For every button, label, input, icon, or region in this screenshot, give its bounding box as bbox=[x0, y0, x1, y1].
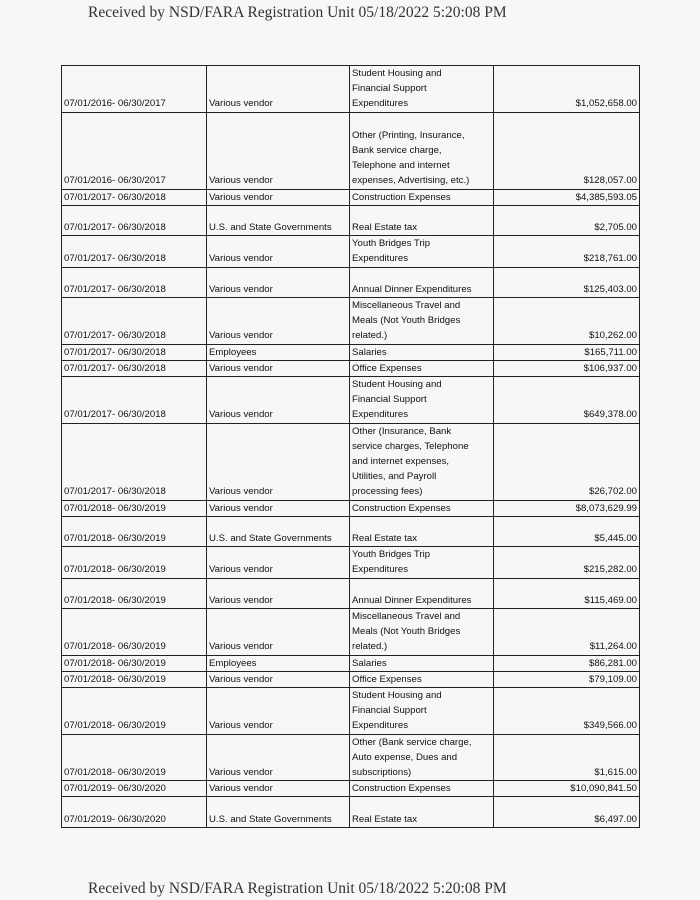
period-cell: 07/01/2019- 06/30/2020 bbox=[62, 797, 207, 827]
table-row bbox=[62, 655, 640, 671]
description-cell bbox=[350, 66, 494, 113]
payee-cell: Employees bbox=[207, 344, 350, 360]
amount-cell: $5,445.00 bbox=[494, 516, 640, 546]
payee-cell: Various vendor bbox=[207, 236, 350, 267]
amount-cell: $349,566.00 bbox=[494, 688, 640, 735]
period-cell: 07/01/2018- 06/30/2019 bbox=[62, 734, 207, 781]
description-line: Construction Expenses bbox=[352, 502, 451, 514]
period-cell: 07/01/2018- 06/30/2019 bbox=[62, 578, 207, 608]
description-line: related.) bbox=[352, 641, 388, 653]
payee-cell: Employees bbox=[207, 655, 350, 671]
description-line: Annual Dinner Expenditures bbox=[352, 283, 472, 295]
period-cell: 07/01/2017- 06/30/2018 bbox=[62, 205, 207, 235]
description-cell bbox=[350, 688, 494, 735]
table-row bbox=[62, 189, 640, 205]
description-line: Salaries bbox=[352, 657, 387, 669]
description-line: Expenditures bbox=[352, 409, 408, 421]
description-cell bbox=[350, 797, 494, 827]
description-line: related.) bbox=[352, 330, 388, 342]
payee-cell: Various vendor bbox=[207, 688, 350, 735]
description-line bbox=[352, 113, 491, 128]
table-row bbox=[62, 516, 640, 546]
table-row bbox=[62, 609, 640, 656]
table-row bbox=[62, 423, 640, 500]
description-line: subscriptions) bbox=[352, 767, 412, 779]
description-line: Miscellaneous Travel and bbox=[352, 300, 461, 311]
description-line: Youth Bridges Trip bbox=[352, 238, 431, 250]
amount-cell: $125,403.00 bbox=[494, 267, 640, 297]
description-line: Other (Printing, Insurance, bbox=[352, 129, 465, 141]
table-row bbox=[62, 205, 640, 235]
description-line: Salaries bbox=[352, 346, 387, 358]
description-line: Office Expenses bbox=[352, 362, 422, 374]
payee-cell: U.S. and State Governments bbox=[207, 797, 350, 827]
payee-cell: Various vendor bbox=[207, 609, 350, 656]
payee-cell: Various vendor bbox=[207, 423, 350, 500]
payee-cell: Various vendor bbox=[207, 547, 350, 578]
description-line: Utilities, and Payroll bbox=[352, 471, 437, 483]
description-cell bbox=[350, 655, 494, 671]
period-cell: 07/01/2019- 06/30/2020 bbox=[62, 781, 207, 797]
description-cell bbox=[350, 500, 494, 516]
description-line: Student Housing and bbox=[352, 379, 442, 391]
period-cell: 07/01/2018- 06/30/2019 bbox=[62, 516, 207, 546]
period-cell: 07/01/2018- 06/30/2019 bbox=[62, 671, 207, 687]
period-cell: 07/01/2017- 06/30/2018 bbox=[62, 189, 207, 205]
description-cell bbox=[350, 423, 494, 500]
table-row bbox=[62, 578, 640, 608]
description-line: Other (Insurance, Bank bbox=[352, 425, 452, 437]
description-cell bbox=[350, 344, 494, 360]
description-line: Telephone and internet bbox=[352, 160, 450, 172]
period-cell: 07/01/2018- 06/30/2019 bbox=[62, 547, 207, 578]
amount-cell: $6,497.00 bbox=[494, 797, 640, 827]
description-cell bbox=[350, 734, 494, 781]
amount-cell: $26,702.00 bbox=[494, 423, 640, 500]
description-cell bbox=[350, 298, 494, 345]
description-line: Expenditures bbox=[352, 253, 408, 265]
description-cell bbox=[350, 671, 494, 687]
table-row bbox=[62, 797, 640, 827]
description-cell bbox=[350, 360, 494, 376]
amount-cell: $10,090,841.50 bbox=[494, 781, 640, 797]
amount-cell: $79,109.00 bbox=[494, 671, 640, 687]
table-row bbox=[62, 236, 640, 267]
amount-cell: $128,057.00 bbox=[494, 112, 640, 189]
payee-cell: Various vendor bbox=[207, 500, 350, 516]
period-cell: 07/01/2016- 06/30/2017 bbox=[62, 112, 207, 189]
period-cell: 07/01/2017- 06/30/2018 bbox=[62, 423, 207, 500]
payee-cell: Various vendor bbox=[207, 781, 350, 797]
amount-cell: $1,615.00 bbox=[494, 734, 640, 781]
period-cell: 07/01/2018- 06/30/2019 bbox=[62, 655, 207, 671]
amount-cell: $2,705.00 bbox=[494, 205, 640, 235]
description-cell bbox=[350, 112, 494, 189]
payee-cell: Various vendor bbox=[207, 298, 350, 345]
description-line: Real Estate tax bbox=[352, 813, 418, 825]
description-line: Real Estate tax bbox=[352, 533, 418, 545]
period-cell: 07/01/2018- 06/30/2019 bbox=[62, 609, 207, 656]
description-line: Bank service charge, bbox=[352, 145, 442, 156]
description-cell bbox=[350, 189, 494, 205]
amount-cell: $115,469.00 bbox=[494, 578, 640, 608]
amount-cell: $4,385,593.05 bbox=[494, 189, 640, 205]
received-stamp-bottom: Received by NSD/FARA Registration Unit 05/18/2022 5:20:08 PM bbox=[88, 880, 507, 897]
description-cell bbox=[350, 578, 494, 608]
payee-cell: U.S. and State Governments bbox=[207, 205, 350, 235]
payee-cell: Various vendor bbox=[207, 189, 350, 205]
description-line: Meals (Not Youth Bridges bbox=[352, 626, 461, 638]
payee-cell: Various vendor bbox=[207, 112, 350, 189]
payee-cell: Various vendor bbox=[207, 267, 350, 297]
period-cell: 07/01/2017- 06/30/2018 bbox=[62, 298, 207, 345]
description-line: Real Estate tax bbox=[352, 222, 418, 233]
expenditure-table bbox=[61, 65, 640, 828]
table-row bbox=[62, 298, 640, 345]
table-row bbox=[62, 344, 640, 360]
payee-cell: Various vendor bbox=[207, 734, 350, 781]
amount-cell: $215,282.00 bbox=[494, 547, 640, 578]
description-line: Annual Dinner Expenditures bbox=[352, 594, 472, 606]
table-row bbox=[62, 66, 640, 113]
amount-cell: $106,937.00 bbox=[494, 360, 640, 376]
period-cell: 07/01/2017- 06/30/2018 bbox=[62, 344, 207, 360]
received-stamp-top: Received by NSD/FARA Registration Unit 05/18/2022 5:20:08 PM bbox=[88, 4, 507, 21]
table-row bbox=[62, 781, 640, 797]
description-line: Construction Expenses bbox=[352, 783, 451, 795]
description-cell bbox=[350, 205, 494, 235]
payee-cell: U.S. and State Governments bbox=[207, 516, 350, 546]
amount-cell: $11,264.00 bbox=[494, 609, 640, 656]
description-line: processing fees) bbox=[352, 486, 423, 498]
description-line: Office Expenses bbox=[352, 673, 422, 685]
description-line: and internet expenses, bbox=[352, 456, 450, 468]
payee-cell: Various vendor bbox=[207, 671, 350, 687]
payee-cell: Various vendor bbox=[207, 578, 350, 608]
table-row bbox=[62, 267, 640, 297]
description-line: Other (Bank service charge, bbox=[352, 736, 472, 748]
description-line: Auto expense, Dues and bbox=[352, 751, 458, 763]
period-cell: 07/01/2017- 06/30/2018 bbox=[62, 377, 207, 424]
description-line: Financial Support bbox=[352, 83, 427, 95]
amount-cell: $165,711.00 bbox=[494, 344, 640, 360]
description-cell bbox=[350, 781, 494, 797]
table-row bbox=[62, 671, 640, 687]
description-line: Expenditures bbox=[352, 564, 408, 576]
amount-cell: $10,262.00 bbox=[494, 298, 640, 345]
period-cell: 07/01/2016- 06/30/2017 bbox=[62, 66, 207, 113]
table-row bbox=[62, 377, 640, 424]
description-line: service charges, Telephone bbox=[352, 440, 469, 452]
table-row bbox=[62, 547, 640, 578]
amount-cell: $86,281.00 bbox=[494, 655, 640, 671]
table-row bbox=[62, 112, 640, 189]
description-line: Construction Expenses bbox=[352, 191, 451, 203]
description-cell bbox=[350, 547, 494, 578]
description-line: Student Housing and bbox=[352, 68, 442, 79]
description-cell bbox=[350, 609, 494, 656]
description-line: Expenditures bbox=[352, 720, 408, 732]
description-line: Meals (Not Youth Bridges bbox=[352, 315, 461, 327]
description-cell bbox=[350, 516, 494, 546]
amount-cell: $8,073,629.99 bbox=[494, 500, 640, 516]
description-line: Miscellaneous Travel and bbox=[352, 611, 461, 623]
period-cell: 07/01/2018- 06/30/2019 bbox=[62, 688, 207, 735]
payee-cell: Various vendor bbox=[207, 66, 350, 113]
table-row bbox=[62, 688, 640, 735]
table-row bbox=[62, 734, 640, 781]
table-row bbox=[62, 500, 640, 516]
description-line: Student Housing and bbox=[352, 690, 442, 702]
period-cell: 07/01/2017- 06/30/2018 bbox=[62, 236, 207, 267]
description-cell bbox=[350, 267, 494, 297]
amount-cell: $218,761.00 bbox=[494, 236, 640, 267]
period-cell: 07/01/2017- 06/30/2018 bbox=[62, 267, 207, 297]
amount-cell: $649,378.00 bbox=[494, 377, 640, 424]
expenditure-table-body bbox=[62, 66, 640, 828]
description-line: Expenditures bbox=[352, 98, 408, 110]
description-line: Financial Support bbox=[352, 705, 427, 717]
payee-cell: Various vendor bbox=[207, 360, 350, 376]
table-row bbox=[62, 360, 640, 376]
description-cell bbox=[350, 236, 494, 267]
amount-cell: $1,052,658.00 bbox=[494, 66, 640, 113]
description-line: Youth Bridges Trip bbox=[352, 549, 431, 561]
description-line: expenses, Advertising, etc.) bbox=[352, 175, 470, 187]
period-cell: 07/01/2017- 06/30/2018 bbox=[62, 360, 207, 376]
payee-cell: Various vendor bbox=[207, 377, 350, 424]
description-cell bbox=[350, 377, 494, 424]
description-line: Financial Support bbox=[352, 394, 427, 406]
period-cell: 07/01/2018- 06/30/2019 bbox=[62, 500, 207, 516]
